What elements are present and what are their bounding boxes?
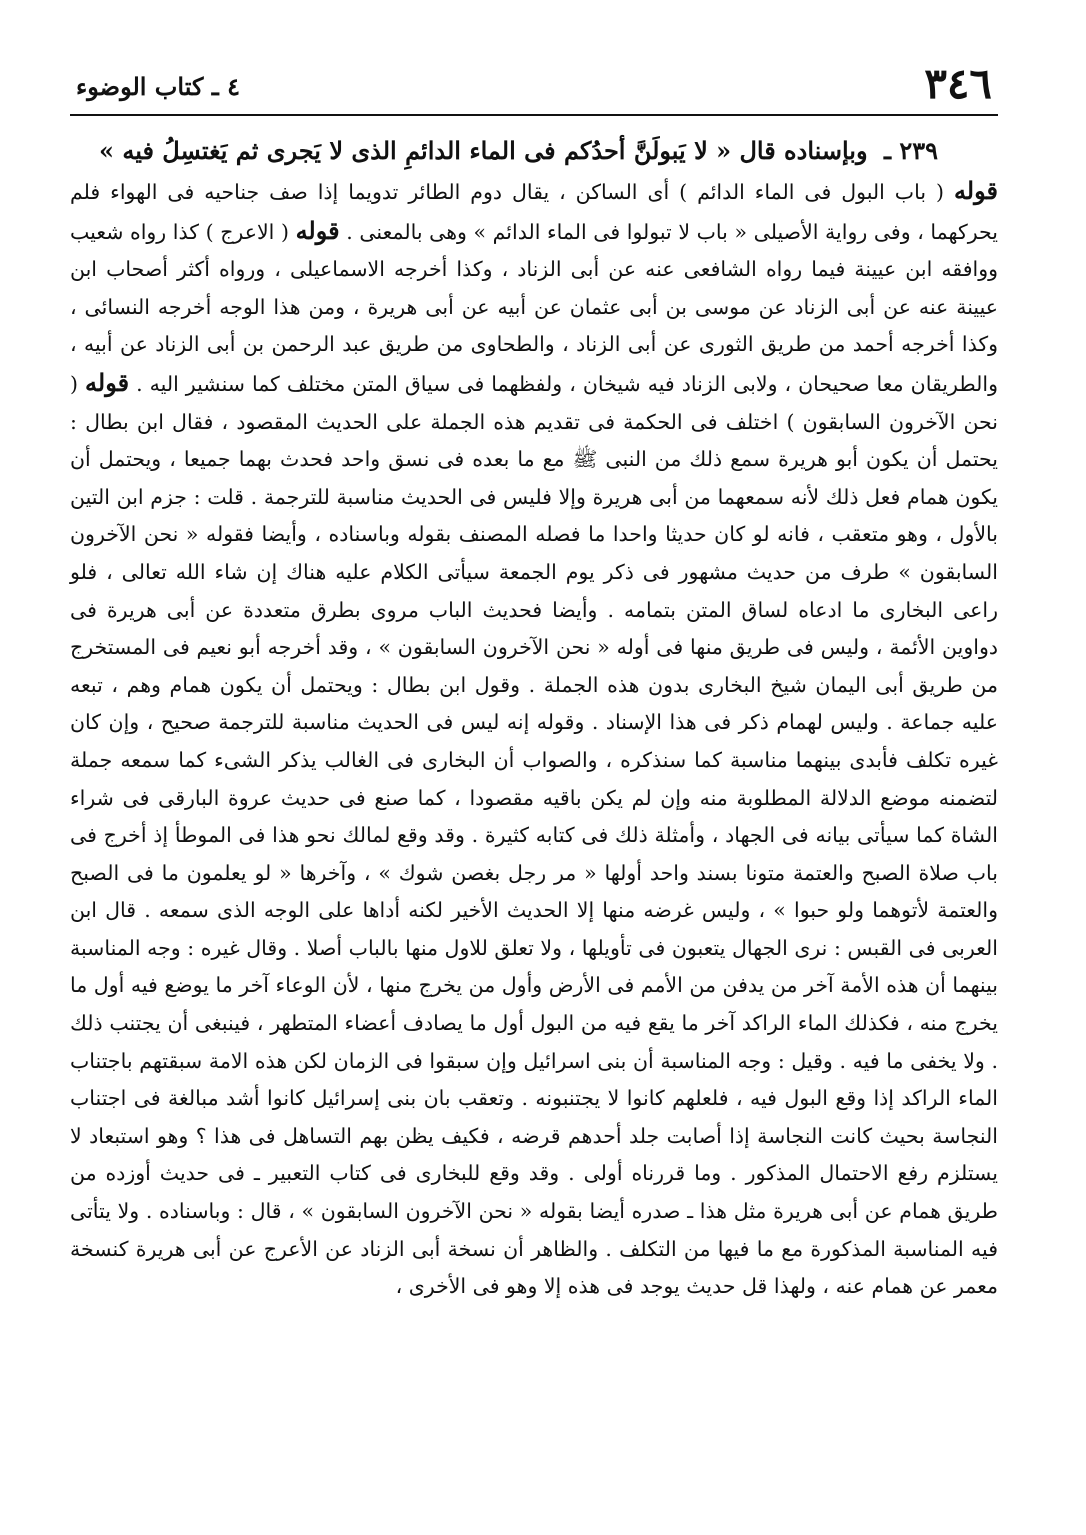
page-number: ٣٤٦ bbox=[924, 59, 992, 108]
commentary-paragraph bbox=[70, 172, 998, 1306]
hadith-number: ٢٣٩ ـ bbox=[883, 136, 938, 165]
hadith-body: وبإسناده قال « لا يَبولَنَّ أحدُكم فى الماء الدائمِ الذى لا يَجرى ثم يَغتسِلُ فيه » bbox=[99, 136, 868, 165]
chapter-title: ٤ ـ كتاب الوضوء bbox=[76, 72, 241, 101]
commentary-text: ( باب البول فى الماء الدائم ) أى الساكن ، يقال دوم الطائر تدويما إذا صف جناحيه فى الهواء فلم يحركهما ، وفى رواية الأصيلى « باب لا تبولوا فى الماء الدائم » وهى بالمعنى . bbox=[70, 180, 998, 244]
commentary bbox=[70, 172, 998, 1306]
hadith-text bbox=[70, 134, 938, 168]
commentary-text: ( الاعرج ) كذا رواه شعيب ووافقه ابن عيينة فيما رواه الشافعى عنه عن أبى الزناد ، وكذا أخرجه الاسماعيلى ، ورواه أكثر أصحاب ابن عيينة عنه عن أبى الزناد عن موسى بن أبى عثمان عن أبيه عن أبى هريرة ، ومن هذا الوجه أخرجه النسائى ، وكذا أخرجه أحمد من طريق الثورى عن أبى الزناد ، والطحاوى من طريق عبد الرحمن بن أبى الزناد عن أبيه ، والطريقان معا صحيحان ، ولابى الزناد فيه شيخان ، ولفظهما فى سياق المتن مختلف كما سنشير اليه . bbox=[70, 219, 998, 396]
commentary-keyword: قوله bbox=[953, 176, 998, 205]
commentary-text: ( نحن الآخرون السابقون ) اختلف فى الحكمة فى تقديم هذه الجملة على الحديث المقصود ، فقال ابن بطال : يحتمل أن يكون أبو هريرة سمع ذلك من النبى ﷺ مع ما بعده فى نسق واحد فحدث بهما جميعا ، ويحتمل أن يكون همام فعل ذلك لأنه سمعهما من أبى هريرة وإلا فليس فى الحديث مناسبة للترجمة . قلت : جزم ابن التين بالأول ، وهو متعقب ، فانه لو كان حديثا واحدا ما فصله المصنف بقوله وباسناده ، وأيضا فقوله « نحن الآخرون السابقون » طرف من حديث مشهور فى ذكر يوم الجمعة سيأتى الكلام عليه هناك إن شاء الله تعالى ، فلو راعى البخارى ما ادعاه لساق المتن بتمامه . وأيضا فحديث الباب مروى بطرق متعددة عن أبى هريرة فى دواوين الأئمة ، وليس فى طريق منها فى أوله « نحن الآخرون السابقون » ، وقد أخرجه أبو نعيم فى المستخرج من طريق أبى اليمان شيخ البخارى بدون هذه الجملة . وقول ابن بطال : ويحتمل أن يكون همام وهم ، تبعه عليه جماعة . وليس لهمام ذكر فى هذا الإسناد . وقوله إنه ليس فى الحديث مناسبة للترجمة صحيح ، وإن كان غيره تكلف فأبدى بينهما مناسبة كما سنذكره ، والصواب أن البخارى فى الغالب يذكر الشىء كما سمعه جملة لتضمنه موضع الدلالة المطلوبة منه وإن لم يكن باقيه مقصودا ، كما صنع فى حديث عروة البارقى فى شراء الشاة كما سيأتى بيانه فى الجهاد ، وأمثلة ذلك فى كتابه كثيرة . وقد وقع لمالك نحو هذا فى الموطأ إذ أخرج فى باب صلاة الصبح والعتمة متونا بسند واحد أولها « مر رجل بغصن شوك » ، وآخرها « لو يعلمون ما فى الصبح والعتمة لأتوهما ولو حبوا » ، وليس غرضه منها إلا الحديث الأخير لكنه أداها على الوجه الذى سمعه . قال ابن العربى فى القبس : نرى الجهال يتعبون فى تأويلها ، ولا تعلق للاول منها بالباب أصلا . وقال غيره : وجه المناسبة بينهما أن هذه الأمة آخر من يدفن من الأمم فى الأرض وأول من يخرج منها ، لأن الوعاء آخر ما يوضع فيه أول ما يخرج منه ، فكذلك الماء الراكد آخر ما يقع فيه من البول أول ما يصادف أعضاء المتطهر ، فينبغى أن يجتنب ذلك . ولا يخفى ما فيه . وقيل : وجه المناسبة أن بنى اسرائيل وإن سبقوا فى الزمان لكن هذه الامة سبقتهم باجتناب الماء الراكد إذا وقع البول فيه ، فلعلهم كانوا لا يجتنبونه . وتعقب بان بنى إسرائيل كانوا أشد مبالغة فى اجتناب النجاسة بحيث كانت النجاسة إذا أصابت جلد أحدهم قرضه ، فكيف يظن بهم التساهل فى هذا ؟ وهو استبعاد لا يستلزم رفع الاحتمال المذكور . وما قررناه أولى . وقد وقع للبخارى فى كتاب التعبير ـ فى حديث أوزده من طريق همام عن أبى هريرة مثل هذا ـ صدره أيضا بقوله « نحن الآخرون السابقون » ، قال : وباسناده . ولا يتأتى فيه المناسبة المذكورة مع ما فيها من التكلف . والظاهر أن نسخة أبى الزناد عن الأعرج عن أبى هريرة كنسخة معمر عن همام عنه ، ولهذا قل حديث يوجد فى هذه إلا وهو فى الأخرى ، bbox=[70, 371, 998, 1299]
commentary-keyword: قوله bbox=[85, 367, 130, 397]
commentary-keyword: قوله bbox=[295, 215, 340, 245]
page-header bbox=[70, 58, 998, 116]
